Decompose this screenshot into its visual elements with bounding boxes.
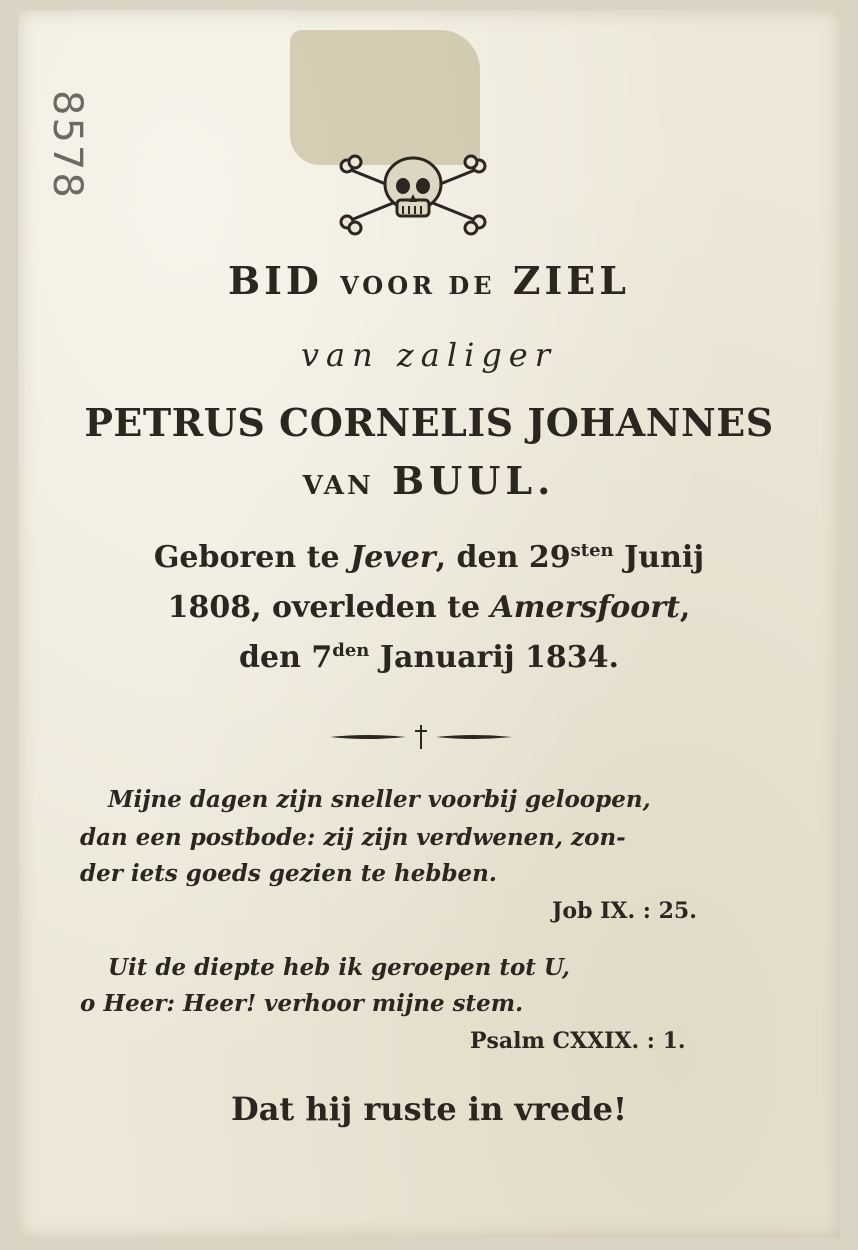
birth-month: Junij — [624, 540, 705, 575]
birth-sup: sten — [570, 540, 614, 561]
pencil-inventory-number: 8578 — [44, 90, 90, 200]
name-van: VAN — [302, 471, 374, 501]
date-sup: den — [332, 640, 370, 661]
birth-den: , den 29 — [435, 540, 571, 575]
quote1-reference: Job IX. : 25. — [552, 898, 697, 924]
quote1-line2: dan een postbode: zij zijn verdwenen, zon- — [80, 824, 626, 851]
quote2-reference: Psalm CXXIX. : 1. — [470, 1028, 686, 1054]
quote1-line3: der iets goeds gezien te hebben. — [80, 860, 497, 887]
date-den: den 7 — [239, 640, 333, 675]
heading — [0, 258, 858, 303]
quote1-line1: Mijne dagen zijn sneller voorbij geloopen, — [108, 786, 651, 813]
death-comma: , — [679, 590, 691, 625]
skull-crossbones-icon — [333, 148, 493, 238]
name-line-1: PETRUS CORNELIS JOHANNES — [84, 400, 774, 445]
heading-bid: BID — [228, 258, 323, 303]
name-buul: BUUL. — [391, 458, 556, 503]
birth-prefix: Geboren te — [153, 540, 340, 575]
cross-divider-icon — [328, 722, 514, 752]
name-line-2 — [0, 458, 858, 503]
subheading: van zaliger — [300, 336, 558, 374]
heading-ziel: ZIEL — [512, 258, 630, 303]
quote2-line1: Uit de diepte heb ik geroepen tot U, — [108, 954, 570, 981]
death-line — [0, 590, 858, 625]
birth-line — [0, 540, 858, 575]
heading-voor-de: VOOR DE — [340, 271, 496, 300]
death-place: Amersfoort — [490, 590, 680, 625]
date-rest: Januarij 1834. — [379, 640, 619, 675]
death-prefix: 1808, overleden te — [167, 590, 481, 625]
death-date — [0, 640, 858, 675]
quote2-line2: o Heer: Heer! verhoor mijne stem. — [80, 990, 524, 1017]
paper-stain — [290, 30, 480, 165]
closing-line: Dat hij ruste in vrede! — [230, 1090, 628, 1128]
birth-place: Jever — [350, 540, 436, 575]
